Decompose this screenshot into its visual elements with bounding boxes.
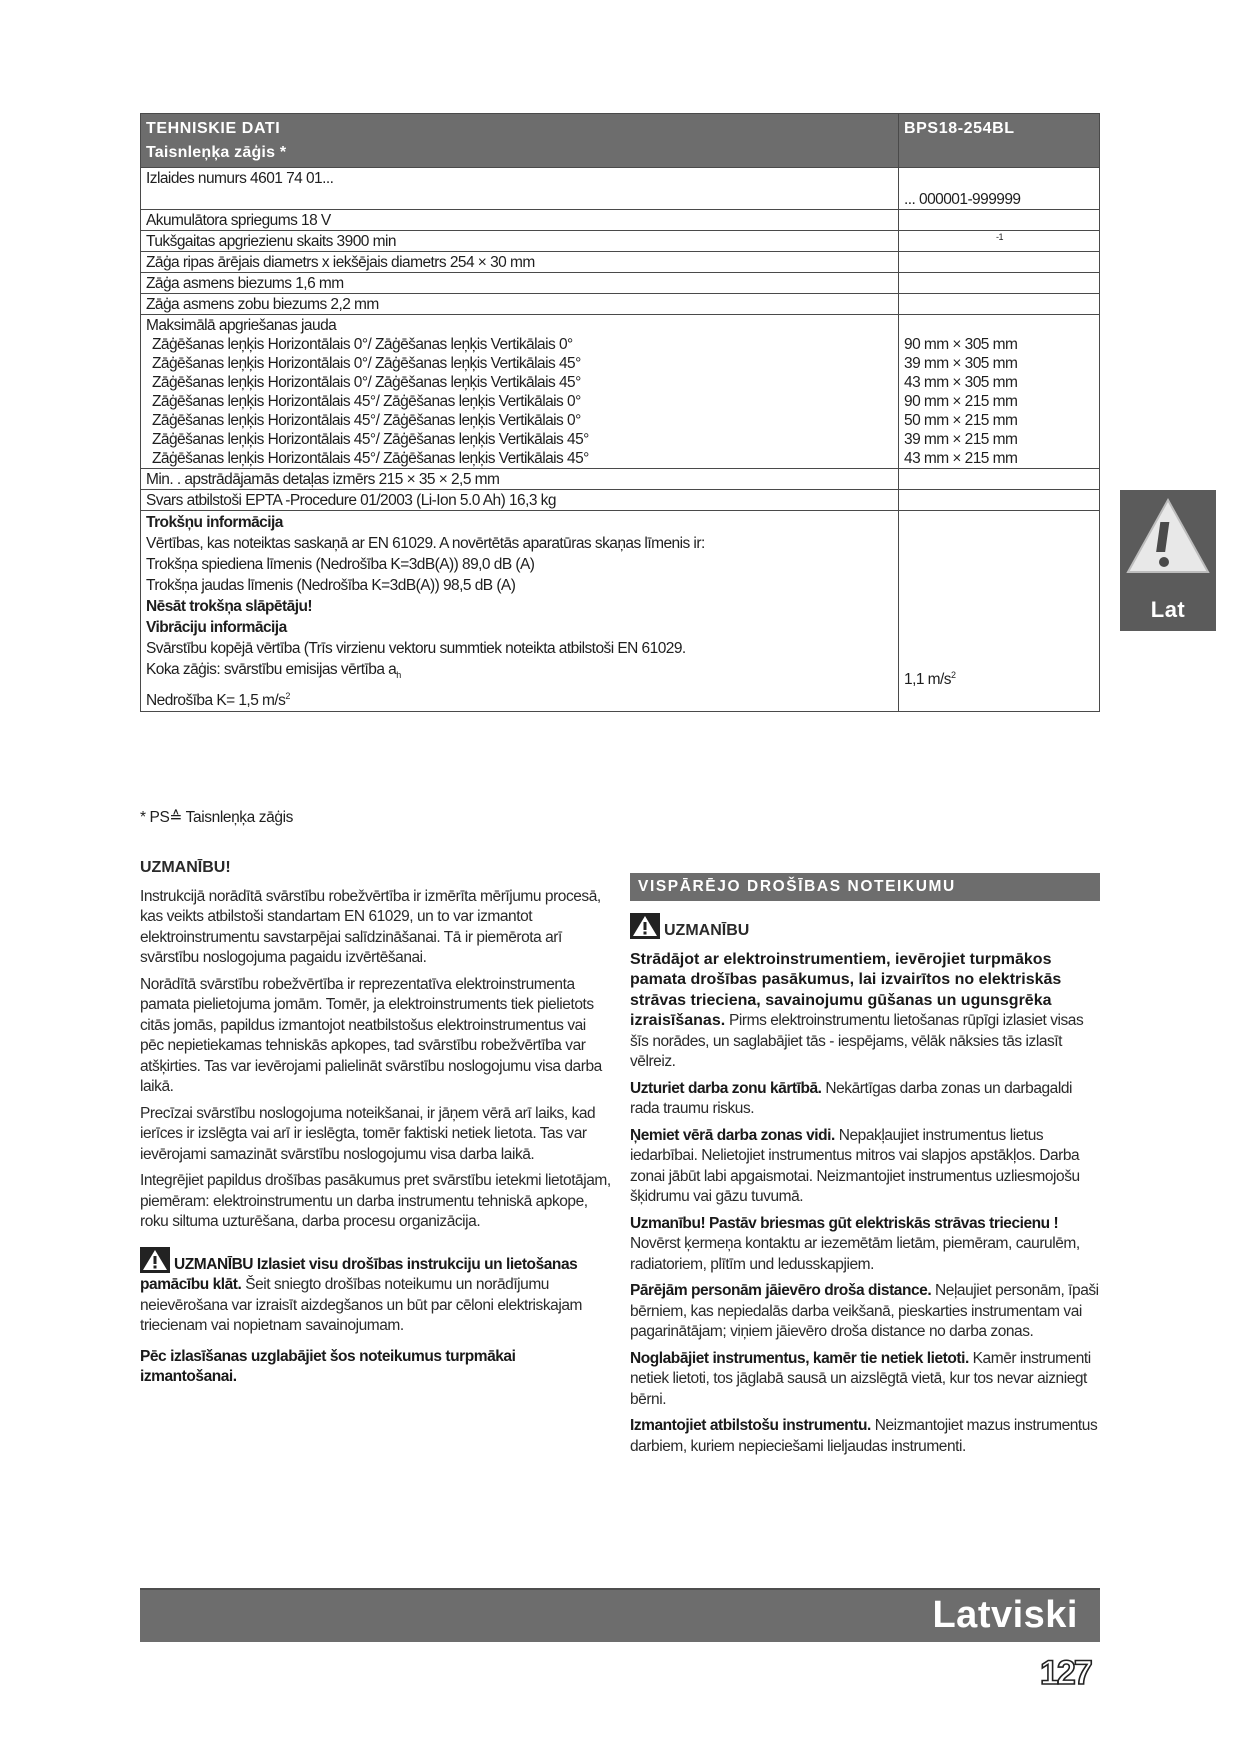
safety-item-text: Novērst ķermeņa kontaktu ar iezemētām lietām, piemēram, caurulēm, radiatoriem, plītīm und ledusskapjiem. [630, 1235, 1080, 1273]
cutting-value: 90 mm × 215 mm [904, 393, 1018, 410]
spec-row-value: ... 000001-999999 [899, 168, 1100, 210]
vibration-uncertainty: Nedrošība K= 1,5 m/s [146, 692, 286, 710]
noise-intro: Vērtības, kas noteiktas saskaņā ar EN 61029. A novērtētās aparatūras skaņas līmenis ir: [146, 535, 705, 552]
weight: Svars atbilstoši EPTA -Procedure 01/2003 (Li-Ion 5.0 Ah) 16,3 kg [141, 490, 899, 511]
spec-row-label: Zāģa asmens biezums 1,6 mm [141, 273, 899, 294]
cutting-value: 39 mm × 305 mm [904, 355, 1018, 372]
page-number: 127 [1040, 1654, 1091, 1692]
cutting-value: 43 mm × 215 mm [904, 450, 1018, 467]
right-intro [630, 950, 1100, 1073]
safety-item-bold: Uzmanību! Pastāv briesmas gūt elektriskās strāvas triecienu ! [630, 1214, 1059, 1232]
table-row [141, 168, 1100, 210]
left-column [140, 858, 612, 1394]
spec-row-value [899, 252, 1100, 273]
language-side-tab [1120, 490, 1216, 631]
spec-title: TEHNISKIE DATI [146, 120, 281, 137]
safety-item-bold: Uzturiet darba zonu kārtībā. [630, 1079, 822, 1097]
cutting-line: Zāģēšanas leņķis Horizontālais 0°/ Zāģēšanas leņķis Vertikālais 45° [152, 374, 581, 391]
vibration-title: Vibrāciju informācija [146, 619, 287, 636]
table-row-cutting [141, 315, 1100, 469]
cutting-line: Zāģēšanas leņķis Horizontālais 45°/ Zāģēšanas leņķis Vertikālais 0° [152, 393, 581, 410]
left-paragraph: Norādītā svārstību robežvērtība ir reprezentatīva elektroinstrumenta pamata pielietojuma jomām. Tomēr, ja elektroinstruments tiek pielietots citās jomās, papildus izmantojot neatbilstošus elektroinstrumentus vai pēc nepietiekamas tehniskās apkopes, tad svārstību robežvērtība var atšķirties. Tas var ievērojami palielināt svārstību noslogojumu visa darba laikā. [140, 975, 602, 1095]
table-row-noise [141, 511, 1100, 712]
spec-model: BPS18-254BL [899, 114, 1100, 168]
table-row [141, 469, 1100, 490]
left-warning-bold: UZMANĪBU Izlasiet visu drošības instrukciju un lietošanas pamācību klāt. [140, 1255, 578, 1293]
safety-item-text: Neizmantojiet mazus instrumentus darbiem, kuriem nepieciešami lieljaudas instrumenti. [630, 1417, 1098, 1455]
spec-row-label: Zāģa asmens zobu biezums 2,2 mm [141, 294, 899, 315]
safety-item-bold: Pārējām personām jāievēro droša distance. [630, 1282, 932, 1299]
noise-title: Trokšņu informācija [146, 514, 283, 531]
footnote: * PS≙ Taisnleņķa zāģis [140, 809, 293, 826]
spec-row-value [899, 210, 1100, 231]
spec-header-row [141, 114, 1100, 168]
left-warning [140, 1247, 612, 1337]
safety-item [630, 1079, 1100, 1120]
safety-item-bold: Ņemiet vērā darba zonas vidi. [630, 1126, 835, 1144]
spec-row-value [899, 294, 1100, 315]
footer-language: Latviski [932, 1594, 1078, 1636]
spec-row-label: Tukšgaitas apgriezienu skaits 3900 min [141, 231, 899, 252]
noise-hearing: Nēsāt trokšņa slāpētāju! [146, 598, 312, 615]
vibration-uncertainty-sup: 2 [285, 691, 290, 702]
cutting-line: Zāģēšanas leņķis Horizontālais 0°/ Zāģēšanas leņķis Vertikālais 0° [152, 336, 573, 353]
spec-row-label: Akumulātora spriegums 18 V [141, 210, 899, 231]
cutting-line: Zāģēšanas leņķis Horizontālais 45°/ Zāģēšanas leņķis Vertikālais 45° [152, 450, 589, 467]
safety-item-bold: Izmantojiet atbilstošu instrumentu. [630, 1417, 871, 1434]
left-paragraph: Instrukcijā norādītā svārstību robežvērtība ir izmērīta mērījumu procesā, kas veikts atbilstoši standartam EN 61029, un to var izmantot elektroinstrumentu savstarpējai salīdzināšanai. Tā ir piemērota arī svārstību noslogojuma pagaidu izvērtēšanai. [140, 887, 601, 966]
noise-power: Trokšņa jaudas līmenis (Nedrošība K=3dB(A)) 98,5 dB (A) [146, 577, 516, 594]
footer-bar [140, 1588, 1100, 1642]
spec-table [140, 113, 1100, 712]
spec-row-label: Zāģa ripas ārējais diametrs x iekšējais diametrs 254 × 30 mm [141, 252, 899, 273]
cutting-line: Zāģēšanas leņķis Horizontālais 45°/ Zāģēšanas leņķis Vertikālais 45° [152, 431, 589, 448]
safety-item [630, 1281, 1100, 1343]
safety-item-text: Kamēr instrumenti netiek lietoti, tos jāglabā sausā un aizslēgtā vietā, kur tos nevar aizniegt bērni. [630, 1349, 1091, 1408]
safety-item [630, 1349, 1100, 1411]
safety-item-text: Nekārtīgas darba zonas un darbagaldi rada traumu riskus. [630, 1079, 1072, 1117]
noise-pressure: Trokšņa spiediena līmenis (Nedrošība K=3dB(A)) 89,0 dB (A) [146, 556, 535, 573]
warning-triangle-icon [1126, 496, 1210, 576]
cutting-value: 43 mm × 305 mm [904, 374, 1018, 391]
side-tab-label: Lat [1150, 597, 1186, 622]
left-keep: Pēc izlasīšanas uzglabājiet šos noteikumus turpmākai izmantošanai. [140, 1347, 516, 1385]
cutting-title: Maksimālā apgriešanas jauda [146, 317, 337, 334]
safety-item-bold: Noglabājiet instrumentus, kamēr tie netiek lietoti. [630, 1349, 969, 1367]
table-row [141, 252, 1100, 273]
left-heading: UZMANĪBU! [140, 859, 231, 876]
section-title-bar: VISPĀRĒJO DROŠĪBAS NOTEIKUMU [630, 873, 1100, 901]
vibration-wood-value: 1,1 m/s [904, 671, 951, 689]
right-intro-text: Pirms elektroinstrumentu lietošanas rūpīgi izlasiet visas šīs norādes, un saglabājiet tās - iespējams, vēlāk nāksies tās izlasīt vēlreiz. [630, 1012, 1084, 1070]
vibration-wood-value-sup: 2 [950, 670, 956, 681]
safety-item-text: Neļaujiet personām, īpaši bērniem, kas nepiedalās darba veikšanā, pieskarties instrumentam vai pagarinātājam; viņiem jāievēro droša distance no darba zonas. [630, 1282, 1099, 1340]
table-row [141, 210, 1100, 231]
spec-row-label: Izlaides numurs 4601 74 01... [141, 168, 899, 210]
min-size: Min. . apstrādājamās detaļas izmērs 215 × 35 × 2,5 mm [141, 469, 899, 490]
cutting-line: Zāģēšanas leņķis Horizontālais 0°/ Zāģēšanas leņķis Vertikālais 45° [152, 355, 581, 372]
table-row [141, 273, 1100, 294]
vibration-wood: Koka zāģis: svārstību emisijas vērtība a [146, 661, 397, 678]
right-warning-heading [630, 913, 1100, 942]
spec-row-value: -1 [996, 232, 1003, 242]
vibration-intro: Svārstību kopējā vērtība (Trīs virzienu vektoru summtiek noteikta atbilstoši EN 61029. [146, 640, 686, 657]
cutting-value: 50 mm × 215 mm [904, 412, 1018, 429]
warning-icon [630, 913, 660, 939]
safety-item [630, 1416, 1100, 1457]
warning-icon [140, 1247, 170, 1273]
table-row [141, 294, 1100, 315]
safety-item [630, 1214, 1100, 1276]
table-row [141, 231, 1100, 252]
vibration-wood-sub: h [396, 670, 401, 681]
left-paragraph: Integrējiet papildus drošības pasākumus pret svārstību ietekmi lietotājam, piemēram: elektroinstrumentu un darba instrumentu tehniskā apkope, roku siltuma uzturēšana, darba procesu organizācija. [140, 1172, 611, 1230]
spec-subtitle: Taisnleņķa zāģis * [146, 144, 287, 161]
table-row [141, 490, 1100, 511]
safety-item-text: Nepakļaujiet instrumentus lietus iedarbībai. Nelietojiet instrumentus mitros vai slapjos apstākļos. Darba zonai jābūt labi apgaismotai. Neizmantojiet instrumentus uzliesmojošu šķidrumu vai gāzu tuvumā. [630, 1126, 1080, 1205]
safety-item [630, 1126, 1100, 1208]
right-warning-label: UZMANĪBU [664, 922, 750, 939]
right-column [630, 873, 1100, 1463]
spec-row-value [899, 273, 1100, 294]
left-warning-text: Šeit sniegto drošības noteikumu un norādījumu neievērošana var izraisīt aizdegšanos un būt par cēloni elektriskajam triecienam vai nopietnam savainojumam. [140, 1276, 582, 1334]
right-intro-bold: Strādājot ar elektroinstrumentiem, ievērojiet turpmākos pamata drošības pasākumus, lai izvairītos no elektriskās strāvas trieciena, savainojumu gūšanas un ugunsgrēka izraisīšanas. [630, 950, 1062, 1029]
cutting-value: 90 mm × 305 mm [904, 336, 1018, 353]
cutting-line: Zāģēšanas leņķis Horizontālais 45°/ Zāģēšanas leņķis Vertikālais 0° [152, 412, 581, 429]
left-paragraph: Precīzai svārstību noslogojuma noteikšanai, ir jāņem vērā arī laiks, kad ierīces ir izslēgta vai arī ir ieslēgta, tomēr faktiski netiek lietota. Tas var ievērojami samazināt svārstību noslogojumu visa darba laikā. [140, 1104, 596, 1163]
cutting-value: 39 mm × 215 mm [904, 431, 1018, 448]
